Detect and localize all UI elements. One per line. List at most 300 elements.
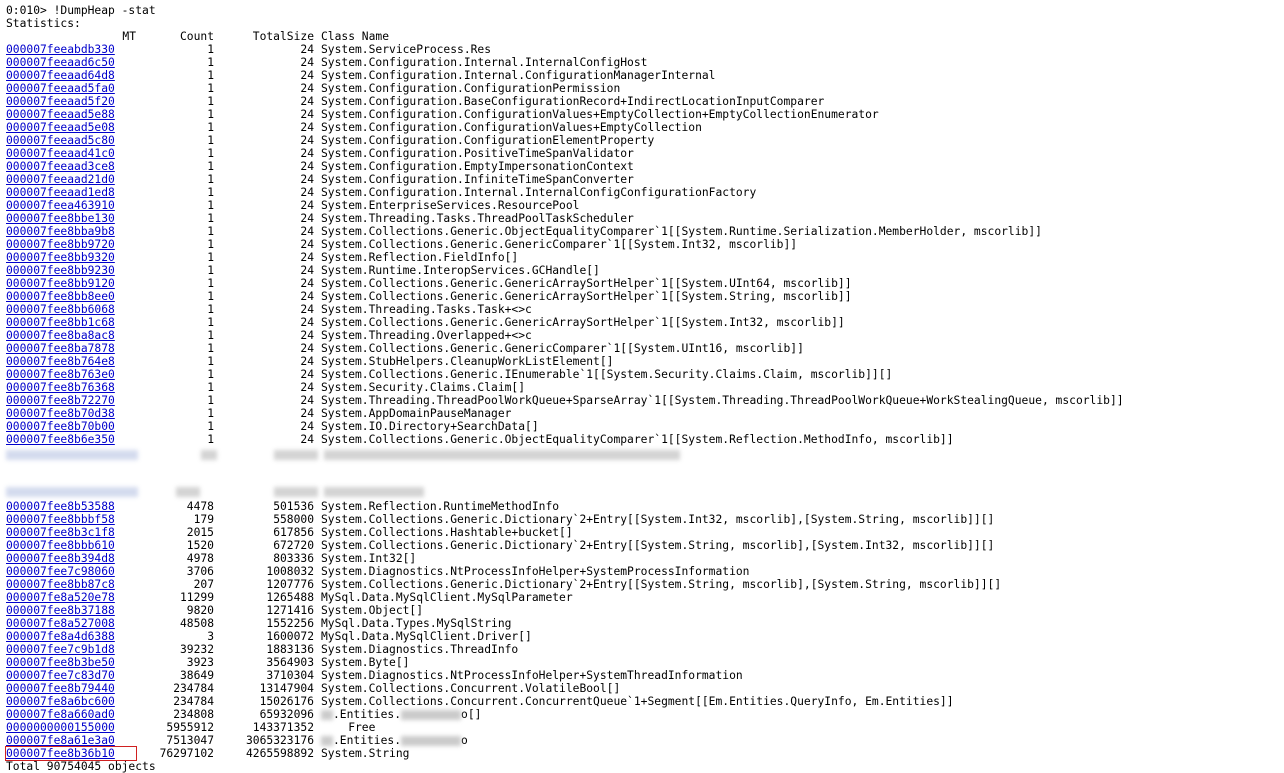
total-size-cell: 3065323176 xyxy=(245,734,314,747)
count-cell: 1520 xyxy=(186,539,214,552)
method-table-cell xyxy=(6,565,136,578)
method-table-link[interactable]: 000007fee8b70b00 xyxy=(6,420,115,433)
method-table-cell xyxy=(6,368,136,381)
method-table-link[interactable]: 000007feeaad41c0 xyxy=(6,147,115,160)
command-line: 0:010> !DumpHeap -stat xyxy=(6,4,156,17)
heap-stat-row xyxy=(6,316,1284,329)
method-table-cell xyxy=(6,82,136,95)
method-table-cell xyxy=(6,539,136,552)
method-table-cell xyxy=(6,134,136,147)
heap-stat-row xyxy=(6,591,1284,604)
method-table-link[interactable]: 000007fe8a61e3a0 xyxy=(6,734,115,747)
total-size-cell: 4265598892 xyxy=(245,747,314,760)
count-cell: 1 xyxy=(207,303,214,316)
class-name-cell: System.Threading.Tasks.ThreadPoolTaskScheduler xyxy=(321,212,634,225)
class-name-cell: System.Reflection.RuntimeMethodInfo xyxy=(321,500,560,513)
count-cell: 1 xyxy=(207,238,214,251)
heap-stat-row xyxy=(6,433,1284,446)
class-name-cell: System.Configuration.InfiniteTimeSpanConverter xyxy=(321,173,634,186)
total-size-cell: 24 xyxy=(300,225,314,238)
class-name-cell: System.Collections.Generic.GenericComparer`1[[System.Int32, mscorlib]] xyxy=(321,238,798,251)
class-name-cell: System.Collections.Concurrent.VolatileBool[] xyxy=(321,682,621,695)
class-name-cell: System.StubHelpers.CleanupWorkListElement[] xyxy=(321,355,614,368)
method-table-link[interactable]: 000007fee8bb8ee0 xyxy=(6,290,115,303)
heap-rows-top xyxy=(6,43,1284,446)
total-size-cell: 1883136 xyxy=(266,643,314,656)
heap-stat-row xyxy=(6,669,1284,682)
total-size-cell: 1600072 xyxy=(266,630,314,643)
class-name-cell: System.ServiceProcess.Res xyxy=(321,43,492,56)
count-cell: 1 xyxy=(207,342,214,355)
method-table-cell xyxy=(6,526,136,539)
count-cell: 11299 xyxy=(179,591,214,604)
class-name-cell: System.Collections.Generic.ObjectEqualityComparer`1[[System.Reflection.MethodInfo, mscorlib]] xyxy=(321,433,954,446)
count-cell: 4478 xyxy=(186,500,214,513)
method-table-cell xyxy=(6,578,136,591)
total-size-cell: 24 xyxy=(300,147,314,160)
header-class-name: Class Name xyxy=(321,30,390,43)
count-cell: 1 xyxy=(207,160,214,173)
method-table-cell xyxy=(6,420,136,433)
count-cell: 1 xyxy=(207,329,214,342)
redacted-text xyxy=(321,710,333,720)
count-cell: 179 xyxy=(193,513,214,526)
total-size-cell: 24 xyxy=(300,394,314,407)
count-cell: 1 xyxy=(207,433,214,446)
method-table-cell xyxy=(6,630,136,643)
heap-stat-row xyxy=(6,617,1284,630)
class-name-cell: System.Configuration.PositiveTimeSpanValidator xyxy=(321,147,634,160)
total-size-cell: 24 xyxy=(300,251,314,264)
class-name-cell: System.Diagnostics.ThreadInfo xyxy=(321,643,519,656)
heap-stat-row xyxy=(6,630,1284,643)
method-table-cell xyxy=(6,251,136,264)
method-table-cell xyxy=(6,69,136,82)
heap-stat-row xyxy=(6,682,1284,695)
count-cell: 1 xyxy=(207,108,214,121)
count-cell: 1 xyxy=(207,355,214,368)
count-cell: 3 xyxy=(207,630,214,643)
total-size-cell: 24 xyxy=(300,82,314,95)
class-name-cell: System.Collections.Hashtable+bucket[] xyxy=(321,526,573,539)
total-size-cell: 1271416 xyxy=(266,604,314,617)
method-table-cell xyxy=(6,734,136,747)
class-name-cell: Free xyxy=(321,721,376,734)
count-cell: 38649 xyxy=(179,669,214,682)
total-size-cell: 558000 xyxy=(273,513,314,526)
method-table-cell xyxy=(6,95,136,108)
total-size-cell: 24 xyxy=(300,290,314,303)
method-table-cell xyxy=(6,303,136,316)
count-cell: 1 xyxy=(207,368,214,381)
total-size-cell: 65932096 xyxy=(259,708,314,721)
heap-stat-row xyxy=(6,656,1284,669)
method-table-cell xyxy=(6,342,136,355)
method-table-link[interactable]: 000007fee8bb9120 xyxy=(6,277,115,290)
class-name-cell: System.Collections.Generic.Dictionary`2+Entry[[System.String, mscorlib],[System.Int32, mscorlib]][] xyxy=(321,539,995,552)
heap-stat-row xyxy=(6,225,1284,238)
count-cell: 39232 xyxy=(179,643,214,656)
class-name-cell xyxy=(314,734,468,747)
count-cell: 1 xyxy=(207,420,214,433)
total-size-cell: 24 xyxy=(300,368,314,381)
method-table-link[interactable]: 000007feeaad6c50 xyxy=(6,56,115,69)
method-table-cell xyxy=(6,513,136,526)
method-table-link[interactable]: 000007fee8b394d8 xyxy=(6,552,115,565)
method-table-link[interactable]: 000007fee8b764e8 xyxy=(6,355,115,368)
total-size-cell: 24 xyxy=(300,316,314,329)
method-table-link[interactable]: 000007fee8b53588 xyxy=(6,500,115,513)
count-cell: 1 xyxy=(207,225,214,238)
heap-stat-row xyxy=(6,578,1284,591)
header-mt: MT xyxy=(122,30,136,43)
heap-stat-row xyxy=(6,264,1284,277)
method-table-link[interactable]: 000007fee8b6e350 xyxy=(6,433,115,446)
total-size-cell: 143371352 xyxy=(252,721,314,734)
count-cell: 1 xyxy=(207,95,214,108)
statistics-label: Statistics: xyxy=(6,17,81,30)
total-size-cell: 24 xyxy=(300,134,314,147)
heap-stat-row xyxy=(6,212,1284,225)
method-table-link[interactable]: 000007fee8bb87c8 xyxy=(6,578,115,591)
class-name-cell: System.Configuration.EmptyImpersonationContext xyxy=(321,160,634,173)
count-cell: 2015 xyxy=(186,526,214,539)
method-table-link[interactable]: 000007fee8bbb610 xyxy=(6,539,115,552)
method-table-link[interactable]: 000007fe8a660ad0 xyxy=(6,708,115,721)
heap-stat-row xyxy=(6,147,1284,160)
class-name-cell: System.Byte[] xyxy=(321,656,410,669)
heap-stat-row xyxy=(6,513,1284,526)
method-table-cell xyxy=(6,160,136,173)
class-name-prefix: .Entities. xyxy=(333,708,402,721)
header-totalsize: TotalSize xyxy=(252,30,314,43)
header-count: Count xyxy=(179,30,214,43)
heap-stat-row xyxy=(6,708,1284,721)
heap-stat-row xyxy=(6,251,1284,264)
class-name-cell: System.IO.Directory+SearchData[] xyxy=(321,420,539,433)
count-cell: 1 xyxy=(207,43,214,56)
heap-stat-row xyxy=(6,500,1284,513)
method-table-link[interactable]: 000007fee8bb9320 xyxy=(6,251,115,264)
count-cell: 48508 xyxy=(179,617,214,630)
method-table-link[interactable]: 000007fee8b79440 xyxy=(6,682,115,695)
method-table-cell xyxy=(6,604,136,617)
class-name-cell: System.Reflection.FieldInfo[] xyxy=(321,251,519,264)
total-size-cell: 24 xyxy=(300,173,314,186)
method-table-cell xyxy=(6,669,136,682)
class-name-suffix: o[] xyxy=(461,708,482,721)
total-line: Total 90754045 objects xyxy=(6,760,156,773)
heap-stat-row xyxy=(6,368,1284,381)
class-name-cell: System.Configuration.ConfigurationElementProperty xyxy=(321,134,655,147)
method-table-link[interactable]: 000007feeabdb330 xyxy=(6,43,115,56)
method-table-cell xyxy=(6,316,136,329)
method-table-link[interactable]: 000007fee8ba7878 xyxy=(6,342,115,355)
total-size-cell: 3710304 xyxy=(266,669,314,682)
class-name-cell: MySql.Data.MySqlClient.Driver[] xyxy=(321,630,532,643)
class-name-cell: System.Collections.Generic.GenericComparer`1[[System.UInt16, mscorlib]] xyxy=(321,342,804,355)
class-name-cell: System.Collections.Generic.GenericArraySortHelper`1[[System.Int32, mscorlib]] xyxy=(321,316,845,329)
count-cell: 1 xyxy=(207,212,214,225)
total-size-cell: 24 xyxy=(300,277,314,290)
count-cell: 234784 xyxy=(173,695,214,708)
heap-stat-row xyxy=(6,82,1284,95)
method-table-link[interactable]: 000007feea463910 xyxy=(6,199,115,212)
heap-stat-row xyxy=(6,277,1284,290)
method-table-cell xyxy=(6,238,136,251)
method-table-link[interactable]: 000007feeaad5fa0 xyxy=(6,82,115,95)
method-table-link[interactable]: 000007fee7c83d70 xyxy=(6,669,115,682)
count-cell: 3923 xyxy=(186,656,214,669)
total-size-cell: 24 xyxy=(300,212,314,225)
method-table-cell xyxy=(6,381,136,394)
class-name-prefix: .Entities. xyxy=(333,734,402,747)
method-table-link[interactable]: 000007feeaad5c80 xyxy=(6,134,115,147)
heap-stat-row xyxy=(6,355,1284,368)
method-table-cell xyxy=(6,617,136,630)
method-table-link[interactable]: 0000000000155000 xyxy=(6,721,115,734)
method-table-cell xyxy=(6,173,136,186)
class-name-cell: System.String xyxy=(321,747,410,760)
method-table-cell xyxy=(6,747,136,760)
total-size-cell: 24 xyxy=(300,186,314,199)
count-cell: 1 xyxy=(207,277,214,290)
method-table-link[interactable]: 000007fee8b3c1f8 xyxy=(6,526,115,539)
method-table-link[interactable]: 000007feeaad64d8 xyxy=(6,69,115,82)
count-cell: 1 xyxy=(207,186,214,199)
method-table-link[interactable]: 000007feeaad5e88 xyxy=(6,108,115,121)
heap-stat-row xyxy=(6,108,1284,121)
heap-stat-row xyxy=(6,539,1284,552)
method-table-cell xyxy=(6,407,136,420)
method-table-link[interactable]: 000007fee8bb1c68 xyxy=(6,316,115,329)
total-size-cell: 24 xyxy=(300,355,314,368)
method-table-link[interactable]: 000007fee8bb9720 xyxy=(6,238,115,251)
heap-stat-row xyxy=(6,56,1284,69)
heap-stat-row xyxy=(6,69,1284,82)
count-cell: 1 xyxy=(207,121,214,134)
heap-stat-row xyxy=(6,342,1284,355)
method-table-cell xyxy=(6,721,136,734)
total-size-cell: 501536 xyxy=(273,500,314,513)
heap-stat-row xyxy=(6,121,1284,134)
total-size-cell: 24 xyxy=(300,43,314,56)
column-header-row xyxy=(6,30,1284,43)
total-size-cell: 672720 xyxy=(273,539,314,552)
heap-stat-row xyxy=(6,565,1284,578)
class-name-suffix: o xyxy=(461,734,468,747)
heap-stat-row xyxy=(6,734,1284,747)
count-cell: 1 xyxy=(207,290,214,303)
class-name-cell: System.Collections.Generic.Dictionary`2+Entry[[System.Int32, mscorlib],[System.String, mscorlib]][] xyxy=(321,513,995,526)
class-name-cell: System.Configuration.ConfigurationPermission xyxy=(321,82,621,95)
method-table-cell xyxy=(6,43,136,56)
method-table-link[interactable]: 000007fee8bbbf58 xyxy=(6,513,115,526)
total-size-cell: 617856 xyxy=(273,526,314,539)
total-size-cell: 24 xyxy=(300,329,314,342)
class-name-cell: System.Collections.Generic.GenericArraySortHelper`1[[System.String, mscorlib]] xyxy=(321,290,852,303)
total-size-cell: 24 xyxy=(300,303,314,316)
method-table-link[interactable]: 000007feeaad1ed8 xyxy=(6,186,115,199)
method-table-link[interactable]: 000007fe8a6bc600 xyxy=(6,695,115,708)
method-table-link[interactable]: 000007fee8bb9230 xyxy=(6,264,115,277)
total-size-cell: 24 xyxy=(300,342,314,355)
heap-stat-row xyxy=(6,407,1284,420)
total-size-cell: 24 xyxy=(300,108,314,121)
method-table-cell xyxy=(6,552,136,565)
count-cell: 4978 xyxy=(186,552,214,565)
total-size-cell: 13147904 xyxy=(259,682,314,695)
class-name-cell: System.AppDomainPauseManager xyxy=(321,407,512,420)
total-size-cell: 24 xyxy=(300,199,314,212)
total-size-cell: 1265488 xyxy=(266,591,314,604)
heap-stat-row xyxy=(6,394,1284,407)
count-cell: 7513047 xyxy=(166,734,214,747)
count-cell: 207 xyxy=(193,578,214,591)
class-name-cell: System.Configuration.Internal.InternalConfigHost xyxy=(321,56,648,69)
method-table-cell xyxy=(6,591,136,604)
redacted-row xyxy=(6,448,1284,461)
method-table-link[interactable]: 000007fee8b76368 xyxy=(6,381,115,394)
count-cell: 1 xyxy=(207,147,214,160)
heap-stat-row xyxy=(6,186,1284,199)
count-cell: 1 xyxy=(207,264,214,277)
total-size-cell: 24 xyxy=(300,407,314,420)
count-cell: 1 xyxy=(207,69,214,82)
method-table-cell xyxy=(6,199,136,212)
redacted-row xyxy=(6,485,1284,498)
method-table-link[interactable]: 000007feeaad5f20 xyxy=(6,95,115,108)
count-cell: 1 xyxy=(207,381,214,394)
method-table-link[interactable]: 000007fee8bb6068 xyxy=(6,303,115,316)
class-name-cell xyxy=(314,708,481,721)
class-name-cell: System.Threading.ThreadPoolWorkQueue+SparseArray`1[[System.Threading.ThreadPoolWorkQueue+WorkStealingQueue, mscorlib]] xyxy=(321,394,1124,407)
total-size-cell: 24 xyxy=(300,69,314,82)
class-name-cell: System.Collections.Generic.ObjectEqualityComparer`1[[System.Runtime.Serialization.MemberHolder, mscorlib]] xyxy=(321,225,1042,238)
heap-stat-row xyxy=(6,134,1284,147)
method-table-link[interactable]: 000007feeaad21d0 xyxy=(6,173,115,186)
method-table-link[interactable]: 000007fee8b70d38 xyxy=(6,407,115,420)
method-table-link[interactable]: 000007fee8b763e0 xyxy=(6,368,115,381)
method-table-link[interactable]: 000007fee8b36b10 xyxy=(6,747,115,760)
total-size-cell: 24 xyxy=(300,95,314,108)
redacted-text xyxy=(321,736,333,746)
heap-stat-row xyxy=(6,43,1284,56)
debugger-console-output xyxy=(6,4,1284,773)
total-size-cell: 1207776 xyxy=(266,578,314,591)
total-size-cell: 24 xyxy=(300,160,314,173)
heap-stat-row xyxy=(6,199,1284,212)
method-table-link[interactable]: 000007fee7c98060 xyxy=(6,565,115,578)
class-name-cell: System.Collections.Generic.Dictionary`2+Entry[[System.String, mscorlib],[System.String, mscorlib]][] xyxy=(321,578,1002,591)
method-table-cell xyxy=(6,656,136,669)
class-name-cell: System.Runtime.InteropServices.GCHandle[] xyxy=(321,264,600,277)
method-table-link[interactable]: 000007fee8bba9b8 xyxy=(6,225,115,238)
total-size-cell: 24 xyxy=(300,121,314,134)
count-cell: 1 xyxy=(207,251,214,264)
class-name-cell: System.Threading.Overlapped+<>c xyxy=(321,329,532,342)
count-cell: 234808 xyxy=(173,708,214,721)
method-table-link[interactable]: 000007fe8a520e78 xyxy=(6,591,115,604)
method-table-cell xyxy=(6,355,136,368)
heap-stat-row xyxy=(6,604,1284,617)
class-name-cell: System.Object[] xyxy=(321,604,424,617)
class-name-cell: System.Configuration.BaseConfigurationRecord+IndirectLocationInputComparer xyxy=(321,95,825,108)
method-table-cell xyxy=(6,290,136,303)
total-size-cell: 24 xyxy=(300,264,314,277)
count-cell: 1 xyxy=(207,394,214,407)
total-size-cell: 1008032 xyxy=(266,565,314,578)
class-name-cell: System.Collections.Generic.IEnumerable`1[[System.Security.Claims.Claim, mscorlib]][] xyxy=(321,368,893,381)
heap-stat-row xyxy=(6,526,1284,539)
method-table-link[interactable]: 000007fee8b3be50 xyxy=(6,656,115,669)
method-table-cell xyxy=(6,433,136,446)
method-table-link[interactable]: 000007fe8a527008 xyxy=(6,617,115,630)
total-size-cell: 24 xyxy=(300,238,314,251)
count-cell: 76297102 xyxy=(159,747,214,760)
method-table-cell xyxy=(6,500,136,513)
method-table-link[interactable]: 000007fee8bbe130 xyxy=(6,212,115,225)
heap-rows-bottom xyxy=(6,500,1284,760)
method-table-cell xyxy=(6,186,136,199)
count-cell: 1 xyxy=(207,316,214,329)
method-table-cell xyxy=(6,329,136,342)
method-table-link[interactable]: 000007feeaad5e08 xyxy=(6,121,115,134)
class-name-cell: System.Collections.Generic.GenericArraySortHelper`1[[System.UInt64, mscorlib]] xyxy=(321,277,852,290)
count-cell: 5955912 xyxy=(166,721,214,734)
count-cell: 1 xyxy=(207,173,214,186)
class-name-cell: System.Collections.Concurrent.ConcurrentQueue`1+Segment[[Em.Entities.QueryInfo, Em.Entities]] xyxy=(321,695,954,708)
heap-stat-row xyxy=(6,747,1284,760)
total-size-cell: 24 xyxy=(300,381,314,394)
method-table-link[interactable]: 000007fee8b37188 xyxy=(6,604,115,617)
total-size-cell: 24 xyxy=(300,420,314,433)
method-table-cell xyxy=(6,264,136,277)
count-cell: 3706 xyxy=(186,565,214,578)
method-table-link[interactable]: 000007fee8ba8ac8 xyxy=(6,329,115,342)
class-name-cell: System.Threading.Tasks.Task+<>c xyxy=(321,303,532,316)
heap-stat-row xyxy=(6,95,1284,108)
count-cell: 1 xyxy=(207,199,214,212)
total-size-cell: 3564903 xyxy=(266,656,314,669)
class-name-cell: System.Configuration.Internal.ConfigurationManagerInternal xyxy=(321,69,716,82)
method-table-cell xyxy=(6,225,136,238)
count-cell: 1 xyxy=(207,56,214,69)
class-name-cell: System.Configuration.Internal.InternalConfigConfigurationFactory xyxy=(321,186,757,199)
heap-stat-row xyxy=(6,695,1284,708)
method-table-cell xyxy=(6,643,136,656)
method-table-cell xyxy=(6,682,136,695)
method-table-link[interactable]: 000007fee8b72270 xyxy=(6,394,115,407)
heap-stat-row xyxy=(6,173,1284,186)
method-table-cell xyxy=(6,56,136,69)
total-size-cell: 1552256 xyxy=(266,617,314,630)
count-cell: 234784 xyxy=(173,682,214,695)
method-table-cell xyxy=(6,212,136,225)
heap-stat-row xyxy=(6,303,1284,316)
heap-stat-row xyxy=(6,381,1284,394)
heap-stat-row xyxy=(6,238,1284,251)
method-table-link[interactable]: 000007feeaad3ce8 xyxy=(6,160,115,173)
count-cell: 1 xyxy=(207,134,214,147)
method-table-link[interactable]: 000007fe8a4d6388 xyxy=(6,630,115,643)
method-table-cell xyxy=(6,277,136,290)
method-table-cell xyxy=(6,708,136,721)
method-table-link[interactable]: 000007fee7c9b1d8 xyxy=(6,643,115,656)
class-name-cell: MySql.Data.MySqlClient.MySqlParameter xyxy=(321,591,573,604)
class-name-cell: MySql.Data.Types.MySqlString xyxy=(321,617,512,630)
heap-stat-row xyxy=(6,329,1284,342)
